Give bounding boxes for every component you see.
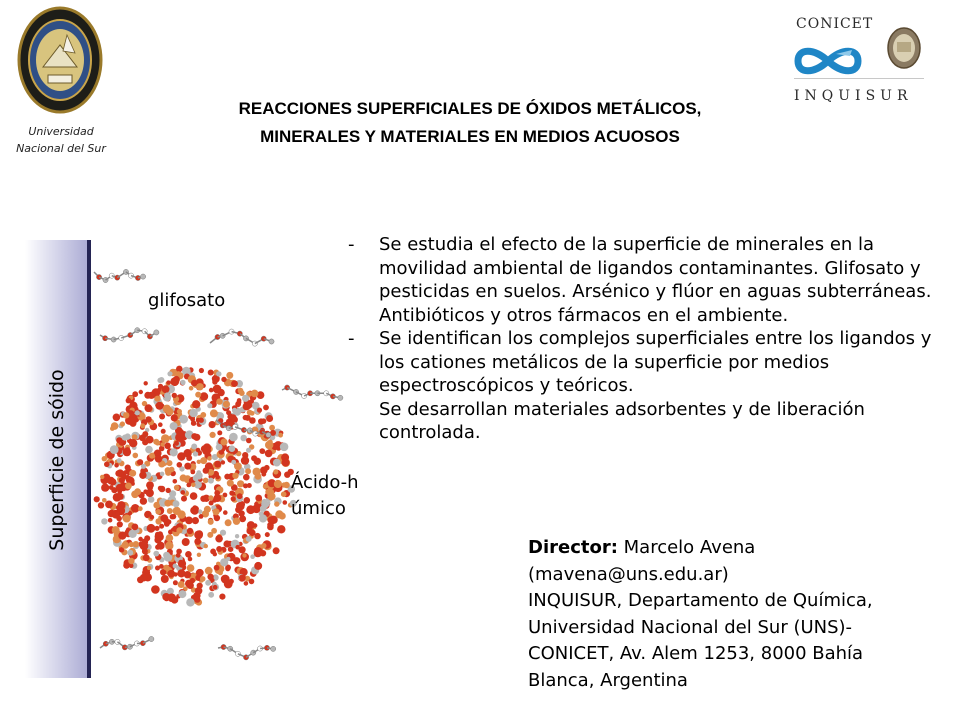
director-affiliation-1: INQUISUR, Departamento de Química, — [528, 590, 873, 611]
bullet-text: Se identifican los complejos superficiales entre los ligandos y los cationes metálicos de la superficie por medios espectroscópicos y teóricos. — [379, 328, 932, 396]
ligand-molecule — [100, 328, 159, 343]
glifosato-label: glifosato — [148, 290, 226, 311]
director-address-2: Blanca, Argentina — [528, 669, 688, 691]
director-email: (mavena@uns.edu.ar) — [528, 563, 729, 585]
director-line — [528, 535, 928, 562]
oxide-particle-cluster — [94, 366, 297, 607]
bullet-dash: - — [348, 234, 355, 255]
ligand-molecule — [218, 644, 276, 660]
ligand-molecule — [282, 385, 343, 400]
surface-label-text: Superficie de sóido — [46, 369, 68, 551]
bullet-text: Se desarrollan materiales adsorbentes y de liberación controlada. — [379, 398, 865, 443]
uns-caption-line1: Universidad — [28, 125, 94, 138]
conicet-wordmark: CONICET — [796, 16, 874, 32]
ligand-molecule — [100, 636, 154, 650]
bullet-dash: - — [348, 328, 355, 349]
director-contact — [528, 535, 928, 694]
ligand-molecule — [94, 269, 146, 282]
research-bullets — [345, 233, 945, 445]
director-label: Director: — [528, 537, 618, 558]
inquisur-wordmark: INQUISUR — [794, 88, 913, 104]
bullet-item — [345, 398, 945, 445]
bullet-item — [345, 327, 945, 398]
director-affiliation-2: Universidad Nacional del Sur (UNS)- — [528, 616, 853, 638]
title-line-2: MINERALES Y MATERIALES EN MEDIOS ACUOSOS — [260, 127, 680, 146]
director-name: Marcelo Avena — [617, 537, 756, 558]
bullet-item — [345, 233, 945, 327]
acido-humico-label: Ácido-húmico — [291, 472, 359, 519]
bullet-text: Se estudia el efecto de la superficie de minerales en la movilidad ambiental de ligandos contaminantes. Glifosato y pesticidas en suelos. Arsénico y flúor en aguas subterráneas. Antibióticos y otros fármacos en el ambiente. — [379, 234, 932, 326]
uns-caption-line2: Nacional del Sur — [16, 142, 106, 155]
title-line-1: REACCIONES SUPERFICIALES DE ÓXIDOS METÁLICOS, — [238, 99, 702, 118]
ligand-molecule — [210, 329, 274, 346]
director-address-1: CONICET, Av. Alem 1253, 8000 Bahía — [528, 643, 864, 664]
